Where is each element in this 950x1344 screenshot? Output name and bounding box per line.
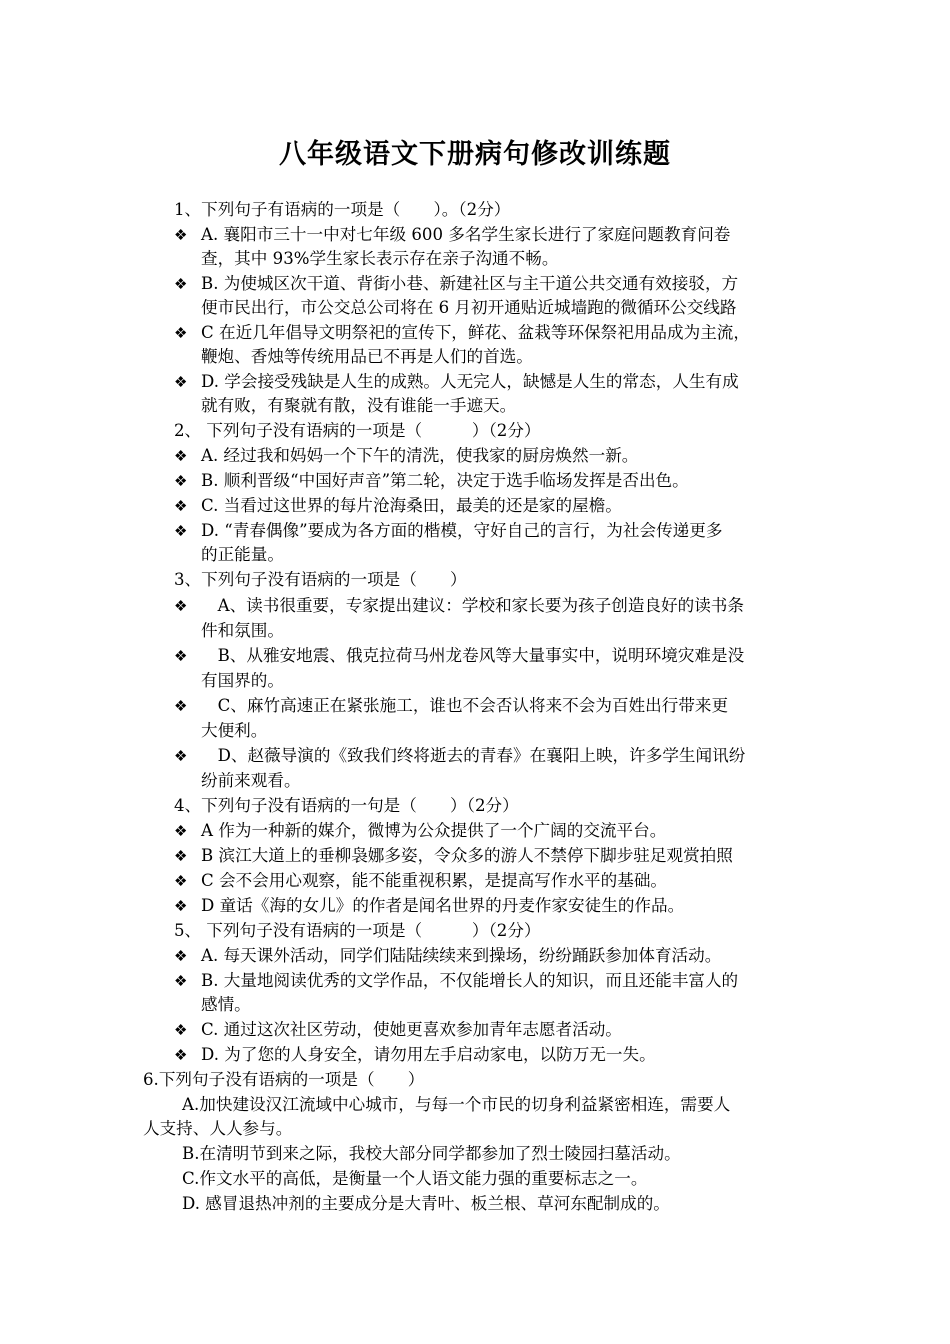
continuation-line: 查，其中 93%学生家长表示存在亲子沟通不畅。 [201, 249, 559, 268]
option-line: D. 为了您的人身安全，请勿用左手启动家电，以防万无一失。 [201, 1045, 656, 1064]
bullet-icon: ❖ [174, 872, 188, 890]
bullet-icon: ❖ [174, 822, 188, 840]
option-line: C.作文水平的高低，是衡量一个人语文能力强的重要标志之一。 [182, 1169, 648, 1188]
option-line: C 在近几年倡导文明祭祀的宣传下，鲜花、盆栽等环保祭祀用品成为主流， [201, 323, 750, 342]
bullet-icon: ❖ [174, 747, 188, 765]
bullet-icon: ❖ [174, 597, 188, 615]
question-line: 1、下列句子有语病的一项是（ ）。（2分） [174, 200, 511, 219]
bullet-icon: ❖ [174, 497, 188, 515]
bullet-icon: ❖ [174, 897, 188, 915]
continuation-line: 便市民出行，市公交总公司将在 6 月初开通贴近城墙跑的微循环公交线路 [201, 298, 737, 317]
option-line: D. “青春偶像”要成为各方面的楷模，守好自己的言行，为社会传递更多 [201, 521, 723, 540]
option-line: A 作为一种新的媒介，微博为公众提供了一个广阔的交流平台。 [201, 821, 667, 840]
continuation-line: 件和氛围。 [201, 621, 284, 640]
bullet-icon: ❖ [174, 947, 188, 965]
bullet-icon: ❖ [174, 275, 188, 293]
document-title: 八年级语文下册病句修改训练题 [279, 139, 671, 170]
option-line: B.在清明节到来之际，我校大部分同学都参加了烈士陵园扫墓活动。 [182, 1144, 681, 1163]
option-line: A. 襄阳市三十一中对七年级 600 多名学生家长进行了家庭问题教育问卷 [201, 225, 731, 244]
option-line: A、读书很重要，专家提出建议：学校和家长要为孩子创造良好的读书条 [201, 596, 744, 615]
question-line: 2、 下列句子没有语病的一项是（ ）（2分） [174, 421, 541, 440]
continuation-line: 的正能量。 [201, 545, 284, 564]
bullet-icon: ❖ [174, 972, 188, 990]
continuation-line: 大便利。 [201, 721, 268, 740]
continuation-line: 感情。 [201, 995, 251, 1014]
option-line: A.加快建设汉江流域中心城市，与每一个市民的切身利益紧密相连，需要人 [182, 1095, 731, 1114]
option-line: C. 通过这次社区劳动，使她更喜欢参加青年志愿者活动。 [201, 1020, 622, 1039]
continuation-line: 就有败，有聚就有散，没有谁能一手遮天。 [201, 396, 517, 415]
bullet-icon: ❖ [174, 226, 188, 244]
option-line: A. 每天课外活动，同学们陆陆续续来到操场，纷纷踊跃参加体育活动。 [201, 946, 722, 965]
continuation-line: 鞭炮、香烛等传统用品已不再是人们的首选。 [201, 347, 533, 366]
bullet-icon: ❖ [174, 373, 188, 391]
option-line: B. 顺利晋级“中国好声音”第二轮，决定于选手临场发挥是否出色。 [201, 471, 689, 490]
bullet-icon: ❖ [174, 1021, 188, 1039]
bullet-icon: ❖ [174, 472, 188, 490]
option-line: D、赵薇导演的《致我们终将逝去的青春》在襄阳上映，许多学生闻讯纷 [201, 746, 746, 765]
question-line: 4、下列句子没有语病的一句是（ ）（2分） [174, 796, 519, 815]
option-line: B 滨江大道上的垂柳袅娜多姿，令众多的游人不禁停下脚步驻足观赏拍照 [201, 846, 733, 865]
question-line: 5、 下列句子没有语病的一项是（ ）（2分） [174, 921, 541, 940]
option-line: C 会不会用心观察，能不能重视积累，是提高写作水平的基础。 [201, 871, 668, 890]
option-line: C、麻竹高速正在紧张施工，谁也不会否认将来不会为百姓出行带来更 [201, 696, 729, 715]
bullet-icon: ❖ [174, 697, 188, 715]
continuation-line: 纷前来观看。 [201, 771, 301, 790]
option-line: D 童话《海的女儿》的作者是闻名世界的丹麦作家安徒生的作品。 [201, 896, 685, 915]
question-line: 3、下列句子没有语病的一项是（ ） [174, 570, 467, 589]
bullet-icon: ❖ [174, 647, 188, 665]
bullet-icon: ❖ [174, 324, 188, 342]
bullet-icon: ❖ [174, 1046, 188, 1064]
option-line: B. 大量地阅读优秀的文学作品，不仅能增长人的知识，而且还能丰富人的 [201, 971, 739, 990]
option-line: D. 学会接受残缺是人生的成熟。人无完人，缺憾是人生的常态，人生有成 [201, 372, 739, 391]
bullet-icon: ❖ [174, 847, 188, 865]
continuation-line: 有国界的。 [201, 671, 284, 690]
bullet-icon: ❖ [174, 447, 188, 465]
question-line: 6.下列句子没有语病的一项是（ ） [143, 1070, 425, 1089]
option-line: B. 为使城区次干道、背街小巷、新建社区与主干道公共交通有效接驳，方 [201, 274, 739, 293]
option-line: C. 当看过这世界的每片沧海桑田，最美的还是家的屋檐。 [201, 496, 622, 515]
option-line: A. 经过我和妈妈一个下午的清洗，使我家的厨房焕然一新。 [201, 446, 639, 465]
option-line: B、从雅安地震、俄克拉荷马州龙卷风等大量事实中，说明环境灾难是没 [201, 646, 745, 665]
option-line: D. 感冒退热冲剂的主要成分是大青叶、板兰根、草河东配制成的。 [182, 1194, 670, 1213]
continuation-line: 人支持、人人参与。 [143, 1119, 293, 1138]
bullet-icon: ❖ [174, 522, 188, 540]
